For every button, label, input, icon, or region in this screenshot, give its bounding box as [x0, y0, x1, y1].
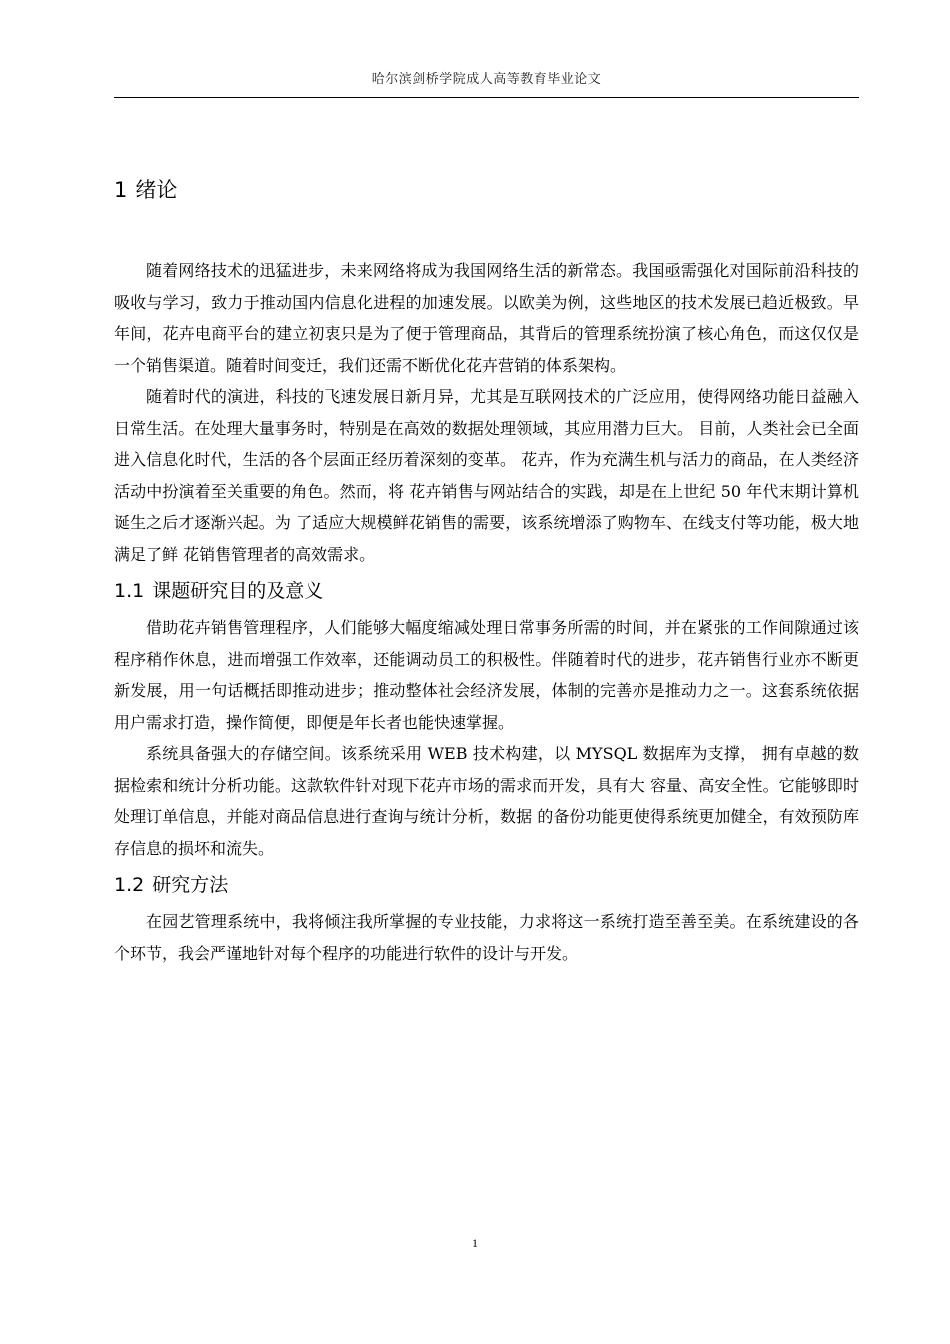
page-number: 1: [472, 1236, 478, 1250]
section-1-1-paragraph-2: 系统具备强大的存储空间。该系统采用 WEB 技术构建，以 MYSQL 数据库为支撑， 拥有卓越的数据检索和统计分析功能。这款软件针对现下花卉市场的需求而开发，具有大 容量、高安全性。它能够即时处理订单信息，并能对商品信息进行查询与统计分析，数据 的备份功能更使得系统更加健全，有效预防库存信息的损坏和流失。: [114, 744, 859, 858]
section-title-1-2: [114, 866, 859, 904]
running-header: 哈尔滨剑桥学院成人高等教育毕业论文: [371, 72, 602, 87]
section-title-text: 课题研究目的及意义: [152, 580, 324, 602]
section-1-2-paragraph-1: 在园艺管理系统中，我将倾注我所掌握的专业技能，力求将这一系统打造至善至美。在系统建设的各个环节，我会严谨地针对每个程序的功能进行软件的设计与开发。: [114, 912, 859, 963]
page-body: [114, 170, 859, 969]
chapter-title-text: 绪论: [135, 178, 178, 202]
section-number: 1.1: [114, 580, 145, 602]
section-number: 1.2: [114, 874, 145, 896]
section-title-text: 研究方法: [152, 874, 229, 896]
section-title-1-1: [114, 572, 859, 610]
chapter-paragraph-1: 随着网络技术的迅猛进步，未来网络将成为我国网络生活的新常态。我国亟需强化对国际前沿科技的吸收与学习，致力于推动国内信息化进程的加速发展。以欧美为例，这些地区的技术发展已趋近极致。早年间，花卉电商平台的建立初衷只是为了便于管理商品，其背后的管理系统扮演了核心角色，而这仅仅是一个销售渠道。随着时间变迁，我们还需不断优化花卉营销的体系架构。: [114, 261, 859, 375]
chapter-paragraph-2: 随着时代的演进，科技的飞速发展日新月异，尤其是互联网技术的广泛应用，使得网络功能日益融入日常生活。在处理大量事务时，特别是在高效的数据处理领域，其应用潜力巨大。 目前，人类社会已全面进入信息化时代，生活的各个层面正经历着深刻的变革。 花卉，作为充满生机与活力的商品，在人类经济活动中扮演着至关重要的角色。然而，将 花卉销售与网站结合的实践，却是在上世纪 50 年代末期计算机诞生之后才逐渐兴起。为 了适应大规模鲜花销售的需要，该系统增添了购物车、在线支付等功能，极大地满足了鲜 花销售管理者的高效需求。: [114, 387, 859, 564]
chapter-number: 1: [114, 178, 128, 202]
chapter-title: [114, 170, 859, 210]
section-1-1-paragraph-1: 借助花卉销售管理程序，人们能够大幅度缩减处理日常事务所需的时间，并在紧张的工作间隙通过该程序稍作休息，进而增强工作效率，还能调动员工的积极性。伴随着时代的进步，花卉销售行业亦不断更新发展，用一句话概括即推动进步；推动整体社会经济发展，体制的完善亦是推动力之一。这套系统依据用户需求打造，操作简便，即便是年长者也能快速掌握。: [114, 618, 859, 732]
header-divider: [114, 97, 859, 98]
